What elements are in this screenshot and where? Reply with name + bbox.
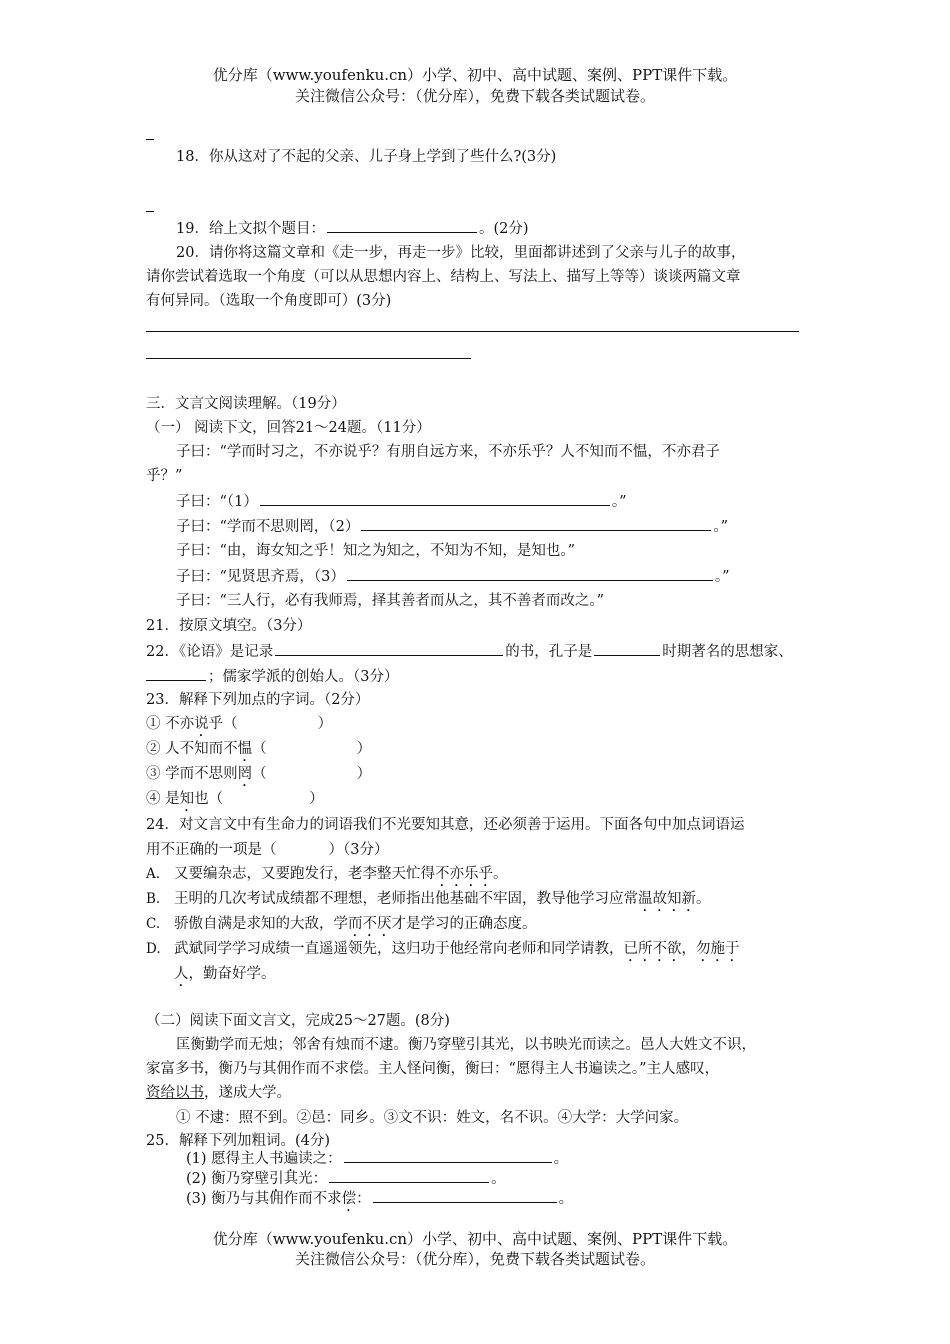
question-19 bbox=[176, 218, 529, 239]
dash-mark bbox=[146, 139, 154, 140]
q24-option-b[interactable] bbox=[146, 889, 711, 915]
q24-option-a[interactable] bbox=[146, 864, 508, 890]
question-18: 18．你从这对了不起的父亲、儿子身上学到了些什么?(3分) bbox=[176, 149, 557, 165]
dotted-word: 遍 bbox=[283, 1151, 299, 1167]
option-text: 。 bbox=[696, 891, 711, 907]
q25-text: 。 bbox=[553, 1151, 569, 1167]
q25-item-3 bbox=[186, 1188, 573, 1215]
question-21: 21．按原文填空。（3分） bbox=[146, 618, 312, 634]
q23-item-4 bbox=[146, 789, 324, 815]
q24-text: ）（3分） bbox=[328, 842, 389, 858]
option-label: C. bbox=[146, 916, 161, 932]
q25-text: 。 bbox=[558, 1191, 574, 1207]
option-text: ，勤奋好学。 bbox=[188, 966, 276, 982]
question-20-line1: 20．请你将这篇文章和《走一步，再走一步》比较，里面都讲述到了父亲与儿子的故事， bbox=[176, 245, 746, 261]
q24-option-d[interactable] bbox=[146, 939, 740, 965]
blank-1-answer[interactable] bbox=[260, 491, 610, 506]
q22-blank-1[interactable] bbox=[275, 641, 503, 656]
blank-3-suffix: 。” bbox=[714, 569, 730, 585]
question-20-line2: 请你尝试着选取一个角度（可以从思想内容上、结构上、写法上、描写上等等）谈谈两篇文章 bbox=[146, 269, 741, 285]
passage-text: ，遂成大学。 bbox=[204, 1085, 291, 1101]
blank-1-prefix: 子曰：“（1） bbox=[176, 494, 258, 510]
part-2-title: （二）阅读下面文言文，完成25～27题。(8分) bbox=[146, 1013, 450, 1029]
q22-part-a: 22．《论语》是记录 bbox=[146, 644, 274, 660]
dotted-word: 不亦乐乎 bbox=[435, 866, 493, 882]
blank-2-answer[interactable] bbox=[361, 516, 711, 531]
question-22-line2 bbox=[146, 666, 398, 687]
option-text: 。 bbox=[493, 866, 508, 882]
page-footer-line1: 优分库（www.youfenku.cn）小学、初中、高中试题、案例、PPT课件下载。 bbox=[212, 1230, 738, 1248]
question-20-line3: 有何异同。（选取一个角度即可）(3分) bbox=[146, 293, 392, 309]
q23-item-text: ④ 是 bbox=[146, 791, 180, 807]
dash-mark bbox=[146, 211, 154, 212]
q23-item-text: 也（ bbox=[194, 791, 224, 807]
q22-part-b: 的书，孔子是 bbox=[505, 644, 593, 660]
blank-2-suffix: 。” bbox=[713, 519, 729, 535]
q25-text: 读之： bbox=[298, 1151, 342, 1167]
q20-answer-line[interactable] bbox=[146, 358, 471, 359]
page-footer-line2: 关注微信公众号：（优分库），免费下载各类试题试卷。 bbox=[294, 1250, 655, 1268]
question-22-line1 bbox=[146, 641, 793, 662]
blank-1-suffix: 。” bbox=[611, 494, 627, 510]
option-label: D. bbox=[146, 941, 161, 957]
lunyu-line7: 子曰：“三人行，必有我师焉，择其善者而从之，其不善者而改之。” bbox=[176, 593, 605, 609]
q23-item-2 bbox=[146, 739, 371, 765]
lunyu-line1: 子曰：“学而时习之，不亦说乎？有朋自远方来，不亦乐乎？人不知而不愠，不亦君子 bbox=[176, 444, 720, 460]
dotted-word: 而不厌 bbox=[348, 916, 392, 932]
dotted-word: 已所不欲，勿施于 bbox=[623, 941, 740, 957]
q23-item-3 bbox=[146, 764, 371, 790]
q22-blank-2[interactable] bbox=[594, 641, 660, 656]
q23-item-text: ） bbox=[356, 741, 372, 757]
lunyu-line5: 子曰：“由，诲女知之乎！知之为知之，不知为不知，是知也。” bbox=[176, 543, 576, 559]
q22-part-c: 时期著名的思想家、 bbox=[662, 644, 793, 660]
option-text: 才是学习的正确态度。 bbox=[391, 916, 537, 932]
q20-answer-line[interactable] bbox=[146, 331, 799, 332]
underlined-phrase: 资给以书 bbox=[146, 1085, 204, 1101]
q24-option-c[interactable] bbox=[146, 914, 537, 940]
q19-prefix: 19．给上文拟个题目： bbox=[176, 221, 325, 237]
option-text: 武斌同学学习成绩一直遥遥领先，这归功于他经常向老师和同学请教， bbox=[174, 941, 624, 957]
passage-line3 bbox=[146, 1083, 291, 1103]
q24-text: 用不正确的一项是（ bbox=[146, 842, 277, 858]
q23-item-text: （ bbox=[252, 766, 267, 782]
q23-item-text: ） bbox=[356, 766, 372, 782]
q24-option-d-cont bbox=[174, 964, 276, 990]
dotted-word: 愠 bbox=[237, 741, 253, 757]
passage-line2: 家富多书，衡乃与其佣作而不求偿。主人怪问衡，衡曰：“愿得主人书遍读之。”主人感叹， bbox=[146, 1061, 720, 1077]
q23-item-text: ② 人不知而不 bbox=[146, 741, 238, 757]
q23-item-text: （ bbox=[252, 741, 267, 757]
blank-3-answer[interactable] bbox=[347, 566, 713, 581]
dotted-word: 罔 bbox=[237, 766, 253, 782]
dotted-word: 温故知新 bbox=[638, 891, 696, 907]
q25-text: (3) 衡乃与其佣作而不求 bbox=[186, 1191, 342, 1207]
section-3-title: 三．文言文阅读理解。（19分） bbox=[146, 396, 346, 412]
lunyu-blank-2 bbox=[176, 516, 728, 537]
lunyu-blank-1 bbox=[176, 491, 627, 512]
part-1-title: （一） 阅读下文，回答21～24题。（11分） bbox=[146, 420, 431, 436]
page-header-line2: 关注微信公众号：（优分库），免费下载各类试题试卷。 bbox=[294, 87, 655, 105]
q25-blank[interactable] bbox=[344, 1148, 552, 1163]
q22-part-d: ；儒家学派的创始人。（3分） bbox=[208, 669, 399, 685]
passage-notes: ① 不逮：照不到。②邑：同乡。③文不识：姓文，名不识。④大学：大学问家。 bbox=[176, 1110, 689, 1126]
page-header-line1: 优分库（www.youfenku.cn）小学、初中、高中试题、案例、PPT课件下载。 bbox=[212, 66, 738, 84]
question-23-title: 23．解释下列加点的字词。（2分） bbox=[146, 692, 370, 708]
dotted-word: 偿 bbox=[341, 1191, 357, 1207]
q23-item-text: ③ 学而不思则 bbox=[146, 766, 238, 782]
blank-2-prefix: 子曰：“学而不思则罔，（2） bbox=[176, 519, 360, 535]
option-label: A. bbox=[146, 866, 161, 882]
lunyu-line2: 乎？” bbox=[146, 468, 183, 484]
question-25-title: 25．解释下列加粗词。(4分) bbox=[146, 1133, 330, 1149]
q23-item-text: ） bbox=[317, 716, 333, 732]
dotted-word: 知 bbox=[179, 791, 195, 807]
option-text: 王明的几次考试成绩都不理想，老师指出他基础不牢固，教导他学习应常 bbox=[174, 891, 638, 907]
option-text: 骄傲自满是求知的大敌，学 bbox=[174, 916, 348, 932]
blank-3-prefix: 子曰：“见贤思齐焉，（3） bbox=[176, 569, 345, 585]
question-24-line1: 24．对文言文中有生命力的词语我们不光要知其意，还必须善于运用。下面各句中加点词语运 bbox=[146, 817, 745, 833]
q25-text: (1) 愿得主人书 bbox=[186, 1151, 284, 1167]
q23-item-text: ① 不亦 bbox=[146, 716, 195, 732]
q25-text: 。 bbox=[491, 1171, 506, 1187]
q23-item-text: 乎（ bbox=[208, 716, 238, 732]
dotted-word: 说 bbox=[194, 716, 209, 732]
q19-suffix: 。(2分) bbox=[478, 221, 529, 237]
question-24-line2 bbox=[146, 840, 388, 860]
q19-answer-blank[interactable] bbox=[327, 218, 477, 233]
lunyu-blank-3 bbox=[176, 566, 730, 587]
passage-line1: 匡衡勤学而无烛；邻舍有烛而不逮。衡乃穿壁引其光，以书映光而读之。邑人大姓文不识， bbox=[176, 1037, 756, 1053]
option-label: B. bbox=[146, 891, 161, 907]
dotted-word: 引 bbox=[269, 1171, 284, 1187]
q23-item-1 bbox=[146, 714, 332, 740]
q25-blank[interactable] bbox=[373, 1188, 557, 1203]
q25-text: 其光： bbox=[283, 1171, 328, 1187]
q25-text: ： bbox=[356, 1191, 371, 1207]
q23-item-text: ） bbox=[309, 791, 324, 807]
q25-text: (2) 衡乃穿壁 bbox=[186, 1171, 270, 1187]
q22-blank-3[interactable] bbox=[146, 666, 206, 681]
dotted-word: 人 bbox=[174, 966, 189, 982]
q25-blank[interactable] bbox=[329, 1168, 489, 1183]
option-text: 又要编杂志，又要跑发行，老李整天忙得 bbox=[174, 866, 435, 882]
